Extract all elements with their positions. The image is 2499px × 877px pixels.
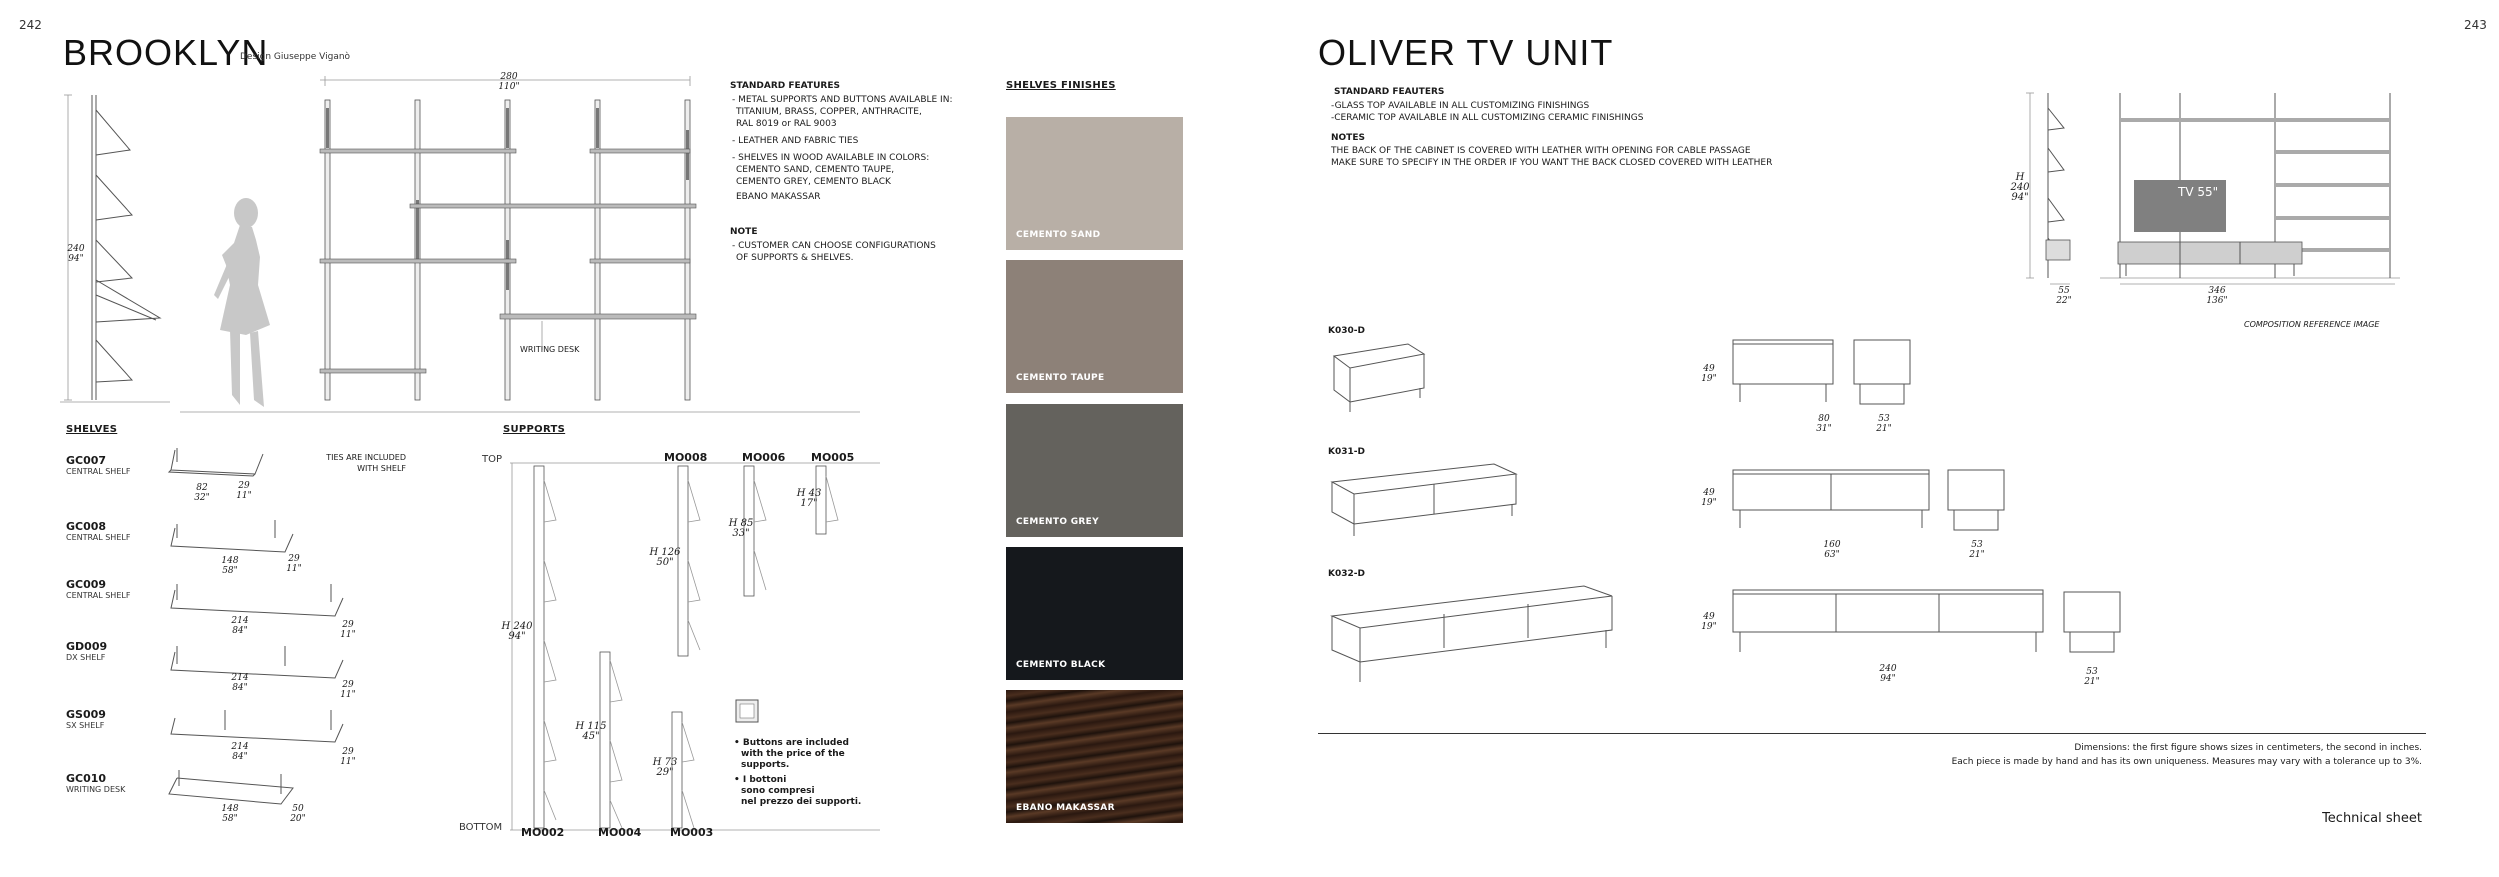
unit-k031d-perspective [1328, 460, 1528, 540]
standard-features-heading: STANDARD FEATURES [730, 81, 840, 91]
shelf-gc007-width: 82 32" [194, 483, 210, 503]
page-title-oliver: OLIVER TV UNIT [1318, 32, 1614, 73]
unit-k032d-perspective [1328, 582, 1628, 692]
writing-desk-label: WRITING DESK [520, 345, 580, 354]
unit-k030d-depth: 53 21" [1876, 414, 1892, 434]
footer-divider [1318, 733, 2426, 734]
shelf-gs009-depth: 29 11" [340, 747, 356, 767]
notes-text: THE BACK OF THE CABINET IS COVERED WITH LEATHER WITH OPENING FOR CABLE PASSAGE MAKE SURE TO SPECIFY IN THE ORDER IF YOU WANT THE BACK CLOSED COVERED WITH LEATHER [1331, 146, 1773, 168]
tv-label: TV 55" [2178, 185, 2219, 199]
unit-code-k030d: K030-D [1328, 326, 1365, 336]
page-number-left: 242 [19, 18, 42, 32]
support-total-height: H 240 94" [501, 621, 533, 642]
support-h115: H 115 45" [575, 721, 607, 742]
unit-k032d-elevations [1730, 586, 2130, 666]
shelf-item-gs009: GS009 SX SHELF [66, 708, 106, 730]
shelf-drawing-gc009 [165, 570, 355, 620]
unit-k031d-elevations [1730, 466, 2000, 542]
shelf-gc009-depth: 29 11" [340, 620, 356, 640]
note-text: - CUSTOMER CAN CHOOSE CONFIGURATIONS OF SUPPORTS & SHELVES. [732, 241, 936, 263]
shelf-gc010-depth: 50 20" [290, 804, 306, 824]
shelf-gs009-width: 214 84" [231, 742, 249, 762]
unit-k030d-width: 80 31" [1816, 414, 1832, 434]
shelf-item-gc008: GC008 CENTRAL SHELF [66, 520, 131, 542]
designer-credit: Design Giuseppe Viganò [240, 52, 351, 62]
shelves-heading: SHELVES [66, 424, 118, 435]
shelf-gc010-width: 148 58" [221, 804, 239, 824]
unit-code-k032d: K032-D [1328, 569, 1365, 579]
shelf-item-gd009: GD009 DX SHELF [66, 640, 108, 662]
unit-k032d-width: 240 94" [1879, 664, 1897, 684]
ties-note: TIES ARE INCLUDED WITH SHELF [326, 453, 406, 473]
height-dimension: 240 94" [67, 244, 85, 264]
unit-k030d-height: 49 19" [1701, 364, 1717, 384]
feauters-list: -GLASS TOP AVAILABLE IN ALL CUSTOMIZING FINISHINGS -CERAMIC TOP AVAILABLE IN ALL CUSTOMIZING CERAMIC FINISHINGS [1331, 101, 1644, 123]
unit-k030d-elevations [1730, 336, 1950, 412]
unit-code-k031d: K031-D [1328, 447, 1365, 457]
support-code-mo006: MO006 [742, 451, 786, 464]
technical-sheet-label: Technical sheet [2322, 811, 2422, 826]
unit-k031d-depth: 53 21" [1969, 540, 1985, 560]
standard-features-list: - METAL SUPPORTS AND BUTTONS AVAILABLE IN: TITANIUM, BRASS, COPPER, ANTHRACITE, RAL 8019 or RAL 9003 - LEATHER AND FABRIC TIES - SHELVES IN WOOD AVAILABLE IN COLORS: CEMENTO SAND, CEMENTO TAUPE, CEMENTO GREY, CEMENTO BLACK EBANO MAKASSAR [732, 95, 953, 202]
shelf-item-gc007: GC007 CENTRAL SHELF [66, 454, 131, 476]
support-code-mo008: MO008 [664, 451, 708, 464]
shelf-gc009-width: 214 84" [231, 616, 249, 636]
support-code-mo002: MO002 [521, 826, 565, 839]
bottom-label: BOTTOM [459, 822, 503, 833]
composition-caption: COMPOSITION REFERENCE IMAGE [2244, 320, 2380, 329]
support-h126: H 126 50" [649, 547, 681, 568]
shelf-gc008-width: 148 58" [221, 556, 239, 576]
support-h85: H 85 33" [728, 518, 754, 539]
notes-heading: NOTES [1331, 133, 1365, 143]
swatch-cemento-taupe: CEMENTO TAUPE [1006, 260, 1183, 393]
shelf-drawing-gs009 [165, 700, 355, 750]
shelf-item-gc009: GC009 CENTRAL SHELF [66, 578, 131, 600]
unit-k032d-height: 49 19" [1701, 612, 1717, 632]
composition-width: 346 136" [2206, 286, 2228, 306]
support-code-mo005: MO005 [811, 451, 855, 464]
unit-k031d-width: 160 63" [1823, 540, 1841, 560]
shelf-gd009-depth: 29 11" [340, 680, 356, 700]
shelf-drawing-gd009 [165, 636, 355, 686]
shelf-drawing-gc008 [165, 508, 305, 554]
page-title-brooklyn: BROOKLYN [63, 32, 269, 73]
human-silhouette-figure [200, 195, 290, 415]
support-code-mo003: MO003 [670, 826, 714, 839]
shelf-item-gc010: GC010 WRITING DESK [66, 772, 126, 794]
unit-k031d-height: 49 19" [1701, 488, 1717, 508]
support-h73: H 73 29" [652, 757, 678, 778]
shelf-gc008-depth: 29 11" [286, 554, 302, 574]
note-heading: NOTE [730, 227, 758, 237]
page-number-right: 243 [2464, 18, 2487, 32]
swatch-cemento-grey: CEMENTO GREY [1006, 404, 1183, 537]
shelf-gc007-depth: 29 11" [236, 481, 252, 501]
swatch-cemento-black: CEMENTO BLACK [1006, 547, 1183, 680]
shelf-gd009-width: 214 84" [231, 673, 249, 693]
composition-height: H 240 94" [2010, 172, 2030, 203]
swatch-cemento-sand: CEMENTO SAND [1006, 117, 1183, 250]
front-elevation-drawing [320, 80, 720, 420]
unit-k030d-perspective [1328, 340, 1438, 420]
supports-heading: SUPPORTS [503, 424, 566, 435]
composition-depth: 55 22" [2056, 286, 2072, 306]
support-code-mo004: MO004 [598, 826, 642, 839]
feauters-heading: STANDARD FEAUTERS [1334, 87, 1445, 97]
top-label: TOP [482, 454, 503, 465]
finishes-heading: SHELVES FINISHES [1006, 80, 1116, 91]
shelf-drawing-gc007 [165, 440, 275, 480]
footer-dimensions-note: Dimensions: the first figure shows sizes in centimeters, the second in inches. Each piece is made by hand and has its own uniqueness. Measures may vary with a tolerance up to 3%. [1951, 743, 2422, 767]
support-h43: H 43 17" [796, 488, 822, 509]
buttons-note: • Buttons are included with the price of the supports. • I bottoni sono compresi nel prezzo dei supporti. [734, 738, 862, 807]
swatch-ebano-makassar: EBANO MAKASSAR [1006, 690, 1183, 823]
unit-k032d-depth: 53 21" [2084, 667, 2100, 687]
width-dimension: 280 110" [498, 72, 520, 92]
